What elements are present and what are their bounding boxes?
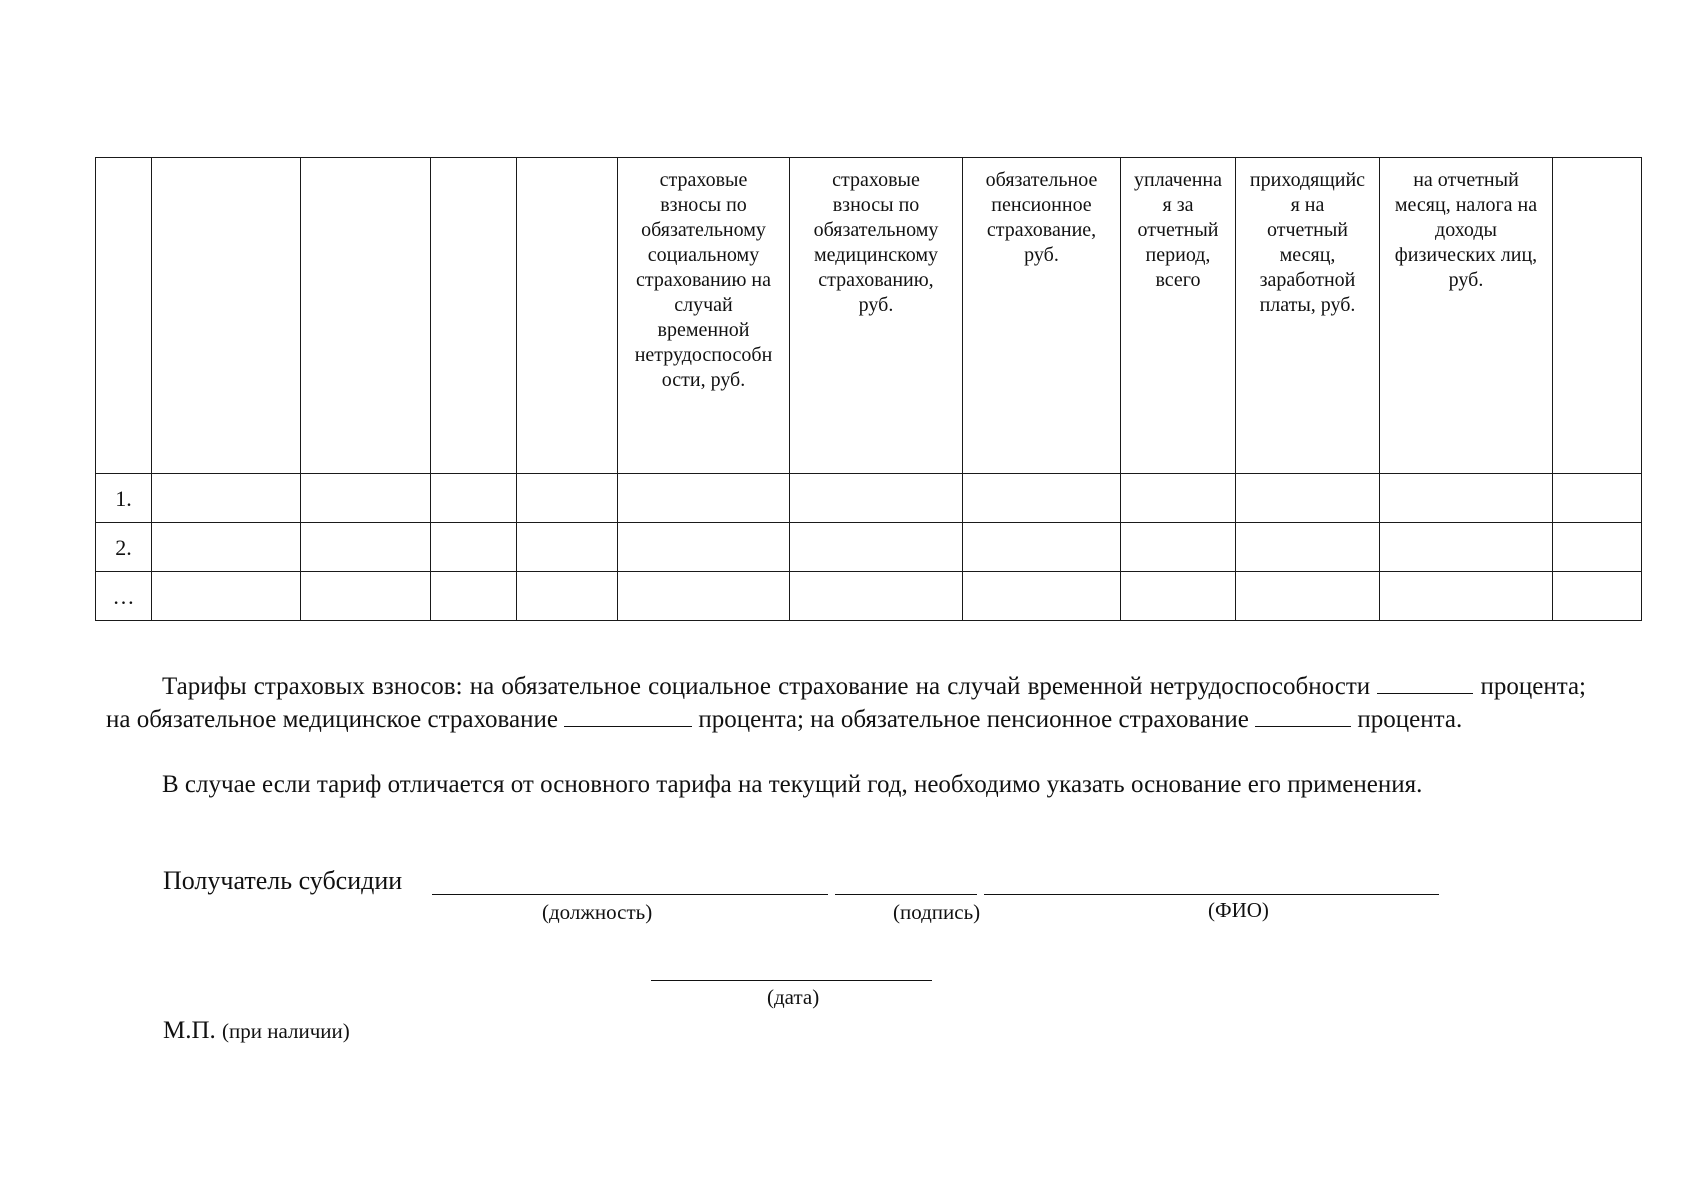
- table-cell[interactable]: [431, 523, 517, 572]
- header-cell: [517, 158, 618, 474]
- pension-rate-blank[interactable]: [1255, 704, 1351, 727]
- table-cell[interactable]: [431, 474, 517, 523]
- header-line: период,: [1145, 244, 1211, 266]
- social-rate-blank[interactable]: [1377, 671, 1473, 694]
- header-line: я за: [1162, 194, 1194, 216]
- table-cell[interactable]: [1380, 523, 1553, 572]
- table-header-row: [96, 158, 1642, 474]
- table-cell[interactable]: [618, 474, 790, 523]
- header-line: медицинскому: [813, 244, 939, 266]
- stamp-label: [163, 1017, 350, 1045]
- recipient-label: Получатель субсидии: [163, 866, 403, 895]
- header-line: страховые: [832, 169, 920, 191]
- table-cell[interactable]: [963, 572, 1121, 621]
- header-monthly-income-tax: [1380, 158, 1553, 474]
- header-line: пенсионное: [991, 194, 1092, 216]
- header-line: отчетный: [1267, 219, 1348, 241]
- header-line: приходящийс: [1249, 169, 1366, 191]
- table-cell[interactable]: [301, 572, 431, 621]
- position-caption: (должность): [542, 900, 653, 924]
- header-cell: [431, 158, 517, 474]
- table-cell[interactable]: [618, 523, 790, 572]
- table-cell[interactable]: [152, 474, 301, 523]
- header-line: на отчетный: [1413, 169, 1519, 191]
- header-line: страхованию на: [636, 269, 771, 291]
- table-cell[interactable]: [431, 572, 517, 621]
- table-cell[interactable]: [1121, 572, 1236, 621]
- header-line: руб.: [858, 294, 894, 316]
- note-paragraph: [106, 768, 1586, 801]
- note-text: В случае если тариф отличается от основного тарифа на текущий год, необходимо указать основание его применения.: [162, 771, 1423, 798]
- header-line: страхованию,: [818, 269, 934, 291]
- header-line: взносы по: [832, 194, 920, 216]
- stamp-abbrev: М.П.: [163, 1017, 216, 1044]
- header-pension-insurance: [963, 158, 1121, 474]
- header-line: отчетный: [1137, 219, 1219, 241]
- header-line: случай: [674, 294, 733, 316]
- header-line: обязательному: [641, 219, 766, 241]
- header-line: физических лиц,: [1394, 244, 1538, 266]
- table-row: [96, 474, 1642, 523]
- header-monthly-salary: [1236, 158, 1380, 474]
- tariffs-paragraph: [106, 670, 1586, 736]
- table-cell[interactable]: [152, 523, 301, 572]
- header-cell: [301, 158, 431, 474]
- header-line: временной: [657, 319, 750, 341]
- header-line: страховые: [659, 169, 748, 191]
- row-number: 2.: [96, 523, 152, 572]
- table-cell[interactable]: [790, 474, 963, 523]
- header-cell: [96, 158, 152, 474]
- name-line[interactable]: [984, 894, 1439, 895]
- name-caption: (ФИО): [1208, 898, 1269, 922]
- header-line: уплаченна: [1134, 169, 1222, 191]
- tariffs-text-part3: процента; на обязательное пенсионное страхование: [692, 706, 1256, 733]
- table-row: [96, 572, 1642, 621]
- header-line: нетрудоспособн: [634, 344, 773, 366]
- header-line: месяц,: [1279, 244, 1336, 266]
- header-line: я на: [1290, 194, 1325, 216]
- table-cell[interactable]: [1236, 523, 1380, 572]
- table-row: [96, 523, 1642, 572]
- header-line: страхование,: [986, 219, 1097, 241]
- row-number: …: [96, 572, 152, 621]
- header-cell: [1553, 158, 1642, 474]
- header-medical-insurance: [790, 158, 963, 474]
- table-cell[interactable]: [301, 474, 431, 523]
- table-cell[interactable]: [1236, 572, 1380, 621]
- table-cell[interactable]: [1553, 474, 1642, 523]
- header-social-insurance: [618, 158, 790, 474]
- header-line: ости, руб.: [661, 369, 746, 391]
- table-cell[interactable]: [517, 572, 618, 621]
- position-line[interactable]: [432, 894, 828, 895]
- table-cell[interactable]: [517, 474, 618, 523]
- header-line: платы, руб.: [1259, 294, 1356, 316]
- table-cell[interactable]: [790, 523, 963, 572]
- report-table: [95, 157, 1642, 621]
- table-cell[interactable]: [1121, 474, 1236, 523]
- medical-rate-blank[interactable]: [564, 704, 692, 727]
- header-cell: [152, 158, 301, 474]
- header-line: взносы по: [660, 194, 747, 216]
- table-cell[interactable]: [152, 572, 301, 621]
- table-cell[interactable]: [1553, 523, 1642, 572]
- signature-caption: (подпись): [893, 900, 981, 924]
- table-cell[interactable]: [1121, 523, 1236, 572]
- tariffs-text-part2: процента; на обязательное медицинское страхование: [106, 673, 1586, 733]
- header-line: всего: [1155, 269, 1201, 291]
- signature-line[interactable]: [835, 894, 977, 895]
- date-line[interactable]: [651, 980, 932, 981]
- date-caption: (дата): [767, 985, 820, 1009]
- table-cell[interactable]: [1553, 572, 1642, 621]
- table-cell[interactable]: [1380, 474, 1553, 523]
- table-cell[interactable]: [517, 523, 618, 572]
- table-cell[interactable]: [1236, 474, 1380, 523]
- header-paid-total: [1121, 158, 1236, 474]
- table-cell[interactable]: [301, 523, 431, 572]
- table-cell[interactable]: [618, 572, 790, 621]
- header-line: обязательному: [813, 219, 939, 241]
- tariffs-text-part4: процента.: [1351, 706, 1463, 733]
- table-cell[interactable]: [790, 572, 963, 621]
- table-cell[interactable]: [1380, 572, 1553, 621]
- tariffs-text-part1: Тарифы страховых взносов: на обязательное социальное страхование на случай временной нетрудоспособности: [162, 673, 1371, 700]
- header-line: месяц, налога на: [1394, 194, 1538, 216]
- stamp-sub: (при наличии): [222, 1019, 350, 1043]
- header-line: заработной: [1259, 269, 1356, 291]
- table-cell[interactable]: [963, 474, 1121, 523]
- header-line: руб.: [1024, 244, 1059, 266]
- header-line: руб.: [1448, 269, 1484, 291]
- row-number: 1.: [96, 474, 152, 523]
- table-cell[interactable]: [963, 523, 1121, 572]
- header-line: доходы: [1435, 219, 1497, 241]
- header-line: социальному: [647, 244, 760, 266]
- header-line: обязательное: [985, 169, 1098, 191]
